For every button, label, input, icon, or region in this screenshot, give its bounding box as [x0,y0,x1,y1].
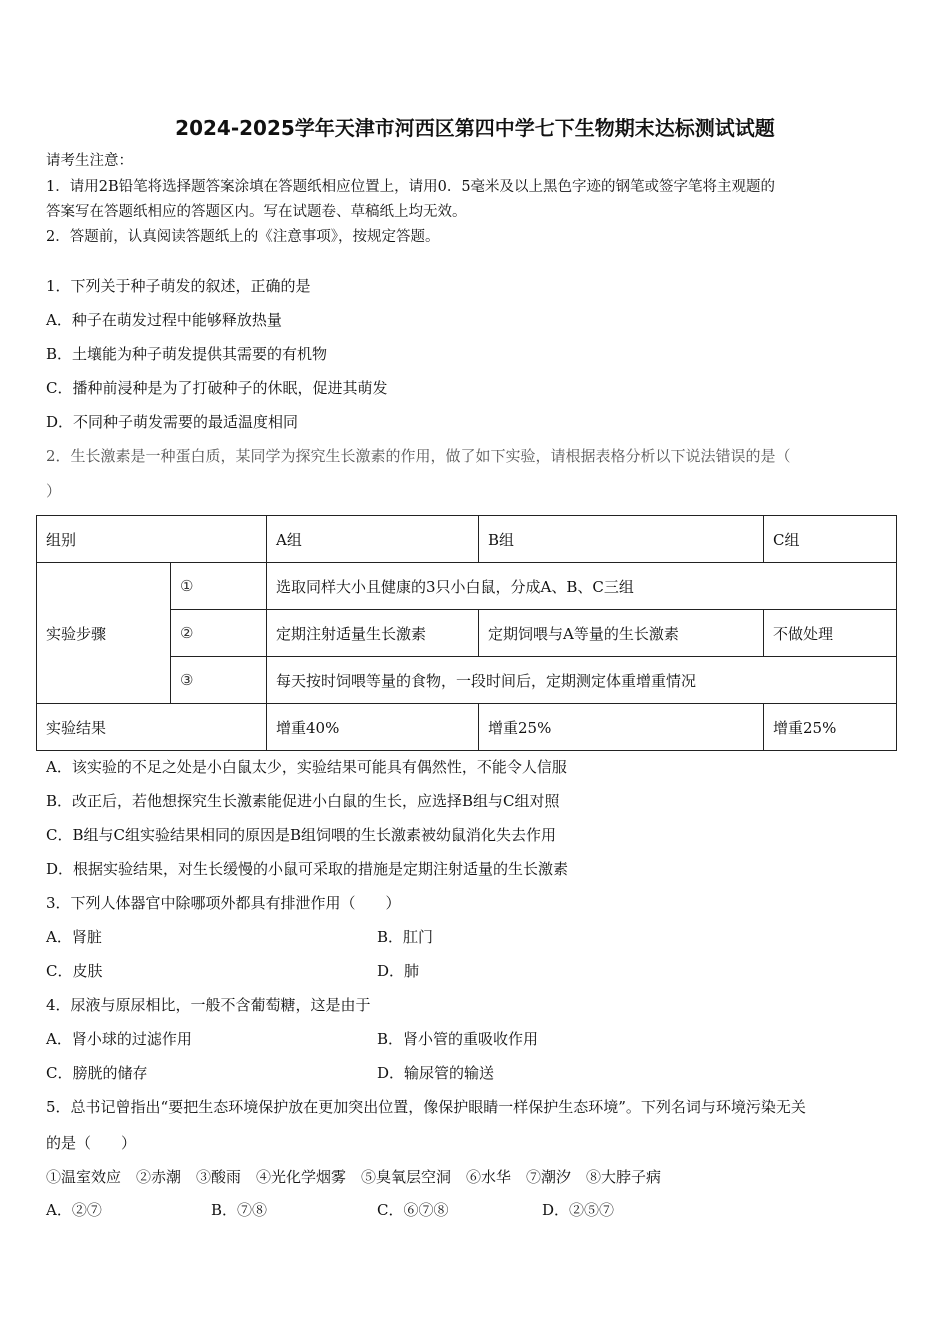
notice-line-1: 1．请用2B铅笔将选择题答案涂填在答题纸相应位置上，请用0．5毫米及以上黑色字迹的钢笔或签字笔将主观题的 [46,179,776,195]
q5-option-c: C．⑥⑦⑧ [377,1201,449,1219]
q1-stem: 1．下列关于种子萌发的叙述，正确的是 [46,277,311,295]
q2-option-d: D．根据实验结果，对生长缓慢的小鼠可采取的措施是定期注射适量的生长激素 [46,860,569,878]
q2-option-a: A．该实验的不足之处是小白鼠太少，实验结果可能具有偶然性，不能令人信服 [46,758,567,776]
q3-stem: 3．下列人体器官中除哪项外都具有排泄作用（ ） [46,894,401,912]
notice-line-2: 答案写在答题纸相应的答题区内。写在试题卷、草稿纸上均无效。 [46,204,467,220]
q2-option-c: C．B组与C组实验结果相同的原因是B组饲喂的生长激素被幼鼠消化失去作用 [46,826,557,844]
q4-stem: 4．尿液与原尿相比，一般不含葡萄糖，这是由于 [46,996,371,1014]
q3-option-b: B．肛门 [377,928,434,946]
table-header-row [37,516,897,563]
q5-items: ①温室效应 ②赤潮 ③酸雨 ④光化学烟雾 ⑤臭氧层空洞 ⑥水华 ⑦潮汐 ⑧大脖子病 [46,1168,662,1186]
step3-number: ③ [171,657,267,704]
header-c: C组 [764,516,897,563]
step2-b: 定期饲喂与A等量的生长激素 [479,610,764,657]
result-a: 增重40% [267,704,479,751]
q4-option-d: D．输尿管的输送 [377,1064,495,1082]
header-b: B组 [479,516,764,563]
q2-option-b: B．改正后，若他想探究生长激素能促进小白鼠的生长，应选择B组与C组对照 [46,792,560,810]
q5-stem-line-2: 的是（ ） [46,1134,137,1152]
result-b: 增重25% [479,704,764,751]
q2-stem-line-2: ） [46,482,62,500]
step2-c: 不做处理 [764,610,897,657]
table-row-result [37,704,897,751]
q5-option-a: A．②⑦ [46,1201,102,1219]
q3-option-a: A．肾脏 [46,928,102,946]
header-group: 组别 [37,516,267,563]
q1-option-a: A．种子在萌发过程中能够释放热量 [46,311,282,329]
steps-label: 实验步骤 [37,563,171,704]
table-row-step1 [37,563,897,610]
step2-number: ② [171,610,267,657]
step2-a: 定期注射适量生长激素 [267,610,479,657]
header-a: A组 [267,516,479,563]
q4-option-c: C．膀胱的储存 [46,1064,148,1082]
q1-option-b: B．土壤能为种子萌发提供其需要的有机物 [46,345,328,363]
q5-option-d: D．②⑤⑦ [542,1201,615,1219]
experiment-table [36,515,897,751]
notice-line-3: 2．答题前，认真阅读答题纸上的《注意事项》，按规定答题。 [46,229,440,245]
q2-stem-line-1: 2．生长激素是一种蛋白质，某同学为探究生长激素的作用，做了如下实验，请根据表格分析以下说法错误的是（ [46,447,791,465]
notice-heading: 请考生注意： [46,153,133,169]
q1-option-d: D．不同种子萌发需要的最适温度相同 [46,413,299,431]
q5-stem-line-1: 5．总书记曾指出“要把生态环境保护放在更加突出位置，像保护眼睛一样保护生态环境”。下列名词与环境污染无关 [46,1098,806,1116]
q3-option-c: C．皮肤 [46,962,103,980]
step1-text: 选取同样大小且健康的3只小白鼠，分成A、B、C三组 [267,563,897,610]
step1-number: ① [171,563,267,610]
q5-option-b: B．⑦⑧ [211,1201,268,1219]
q3-option-d: D．肺 [377,962,420,980]
step3-text: 每天按时饲喂等量的食物，一段时间后，定期测定体重增重情况 [267,657,897,704]
q4-option-b: B．肾小管的重吸收作用 [377,1030,539,1048]
q1-option-c: C．播种前浸种是为了打破种子的休眠，促进其萌发 [46,379,388,397]
q4-option-a: A．肾小球的过滤作用 [46,1030,192,1048]
result-label: 实验结果 [37,704,267,751]
result-c: 增重25% [764,704,897,751]
page-title: 2024-2025学年天津市河西区第四中学七下生物期末达标测试试题 [175,116,775,140]
